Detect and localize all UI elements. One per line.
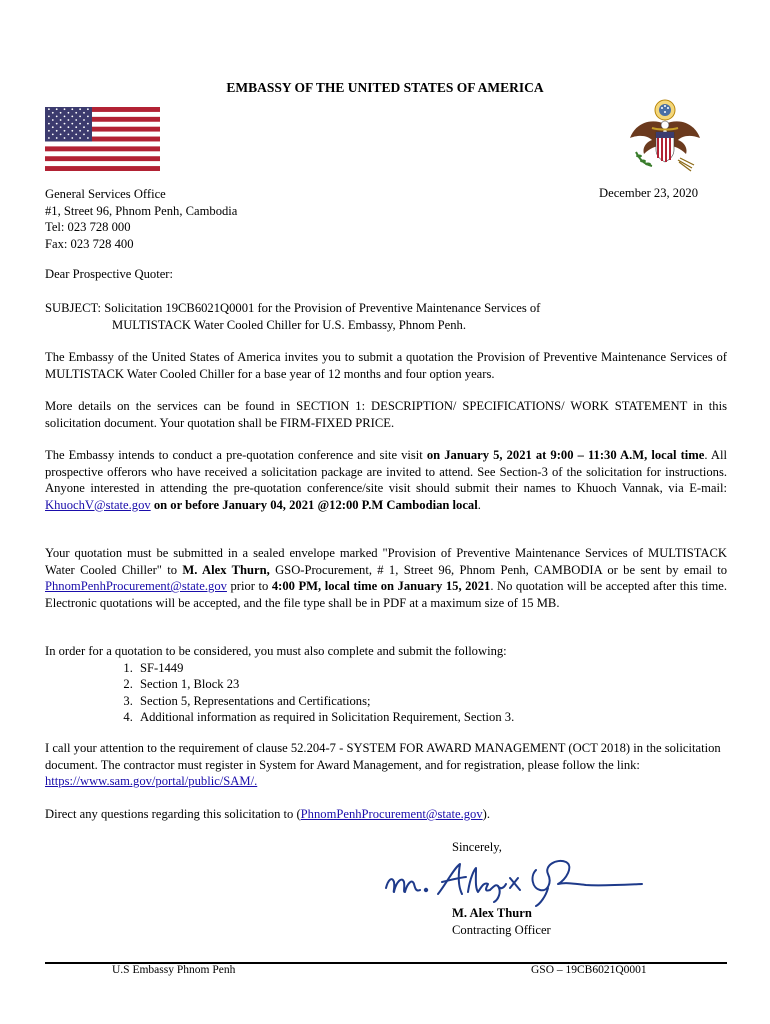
requirements-list	[45, 660, 727, 726]
sam-link[interactable]: https://www.sam.gov/portal/public/SAM/.	[45, 774, 258, 788]
sender-street: #1, Street 96, Phnom Penh, Cambodia	[45, 203, 238, 218]
subject-label: SUBJECT:	[45, 301, 102, 315]
registration-deadline: on or before January 04, 2021 @12:00 P.M Cambodian local	[150, 497, 478, 512]
email-link-khuoch[interactable]: KhuochV@state.gov	[45, 497, 151, 512]
great-seal-icon	[622, 94, 708, 180]
list-item: 4. Additional information as required in Solicitation Requirement, Section 3.	[136, 709, 727, 726]
email-link-questions[interactable]: PhnomPenhProcurement@state.gov	[300, 807, 483, 821]
letter-date: December 23, 2020	[599, 186, 698, 200]
closing-sincerely: Sincerely,	[452, 840, 502, 854]
list-item: 1. SF-1449	[136, 660, 727, 677]
paragraph-conference: The Embassy intends to conduct a pre-quotation conference and site visit on January 5, 2021 at 9:00 – 11:30 A.M, local time. All prospective offerors who have received a solicitation package are invited to attend. See Section-3 of the solicitation for instructions. Anyone interested in attending the pre-quotation conference/site visit should submit their names to Khuoch Vannak, via E-mail: KhuochV@state.gov on or before January 04, 2021 @12:00 P.M Cambodian local.	[45, 448, 727, 512]
conference-date: on January 5, 2021 at 9:00 – 11:30 A.M, local time	[426, 448, 705, 462]
paragraph-requirements	[45, 643, 727, 726]
greeting: Dear Prospective Quoter:	[45, 267, 173, 281]
signature-image	[380, 848, 660, 908]
subject-line2: MULTISTACK Water Cooled Chiller for U.S. Embassy, Phnom Penh.	[112, 317, 466, 332]
submission-deadline: 4:00 PM, local time on January 15, 2021	[271, 579, 491, 593]
sender-fax: Fax: 023 728 400	[45, 236, 134, 251]
subject-line1: Solicitation 19CB6021Q0001 for the Provision of Preventive Maintenance Services of	[104, 301, 541, 315]
list-item: 2. Section 1, Block 23	[136, 676, 727, 693]
requirements-intro: In order for a quotation to be considered, you must also complete and submit the following:	[45, 644, 507, 658]
paragraph-questions: Direct any questions regarding this solicitation to (PhnomPenhProcurement@state.gov).	[45, 807, 490, 821]
sender-tel: Tel: 023 728 000	[45, 220, 131, 234]
sender-address	[45, 186, 345, 252]
footer-left: U.S Embassy Phnom Penh	[112, 964, 236, 976]
subject-block	[45, 300, 727, 333]
list-item: 3. Section 5, Representations and Certifications;	[136, 693, 727, 710]
email-link-procurement[interactable]: PhnomPenhProcurement@state.gov	[45, 579, 227, 593]
letterhead-title: EMBASSY OF THE UNITED STATES OF AMERICA	[226, 80, 544, 95]
us-flag-icon	[45, 107, 160, 171]
paragraph-submission: Your quotation must be submitted in a sealed envelope marked "Provision of Preventive Maintenance Services of MULTISTACK Water Cooled Chiller" to M. Alex Thurn, GSO-Procurement, # 1, Street 96, Phnom Penh, CAMBODIA or be sent by email to PhnomPenhProcurement@state.gov prior to 4:00 PM, local time on January 15, 2021. No quotation will be accepted after this time. Electronic quotations will be accepted, and the file type shall be in PDF at a maximum size of 15 MB.	[45, 546, 728, 610]
paragraph-details: More details on the services can be found in SECTION 1: DESCRIPTION/ SPECIFICATIONS/ WORK STATEMENT in this solicitation document. Your quotation shall be FIRM-FIXED PRICE.	[45, 399, 727, 430]
signatory-name: M. Alex Thurn	[452, 906, 532, 920]
sender-office: General Services Office	[45, 187, 166, 201]
paragraph-sam: I call your attention to the requirement of clause 52.204-7 - SYSTEM FOR AWARD MANAGEMENT (OCT 2018) in the solicitation document. The contractor must register in System for Award Management, and for registration, please follow the link: https://www.sam.gov/portal/public/SAM/.	[45, 741, 721, 788]
footer-right: GSO – 19CB6021Q0001	[531, 964, 647, 976]
recipient-name: M. Alex Thurn,	[182, 562, 270, 577]
signatory-title: Contracting Officer	[452, 923, 551, 937]
paragraph-invitation: The Embassy of the United States of America invites you to submit a quotation the Provision of Preventive Maintenance Services of MULTISTACK Water Cooled Chiller for a base year of 12 months and four option years.	[45, 350, 727, 381]
